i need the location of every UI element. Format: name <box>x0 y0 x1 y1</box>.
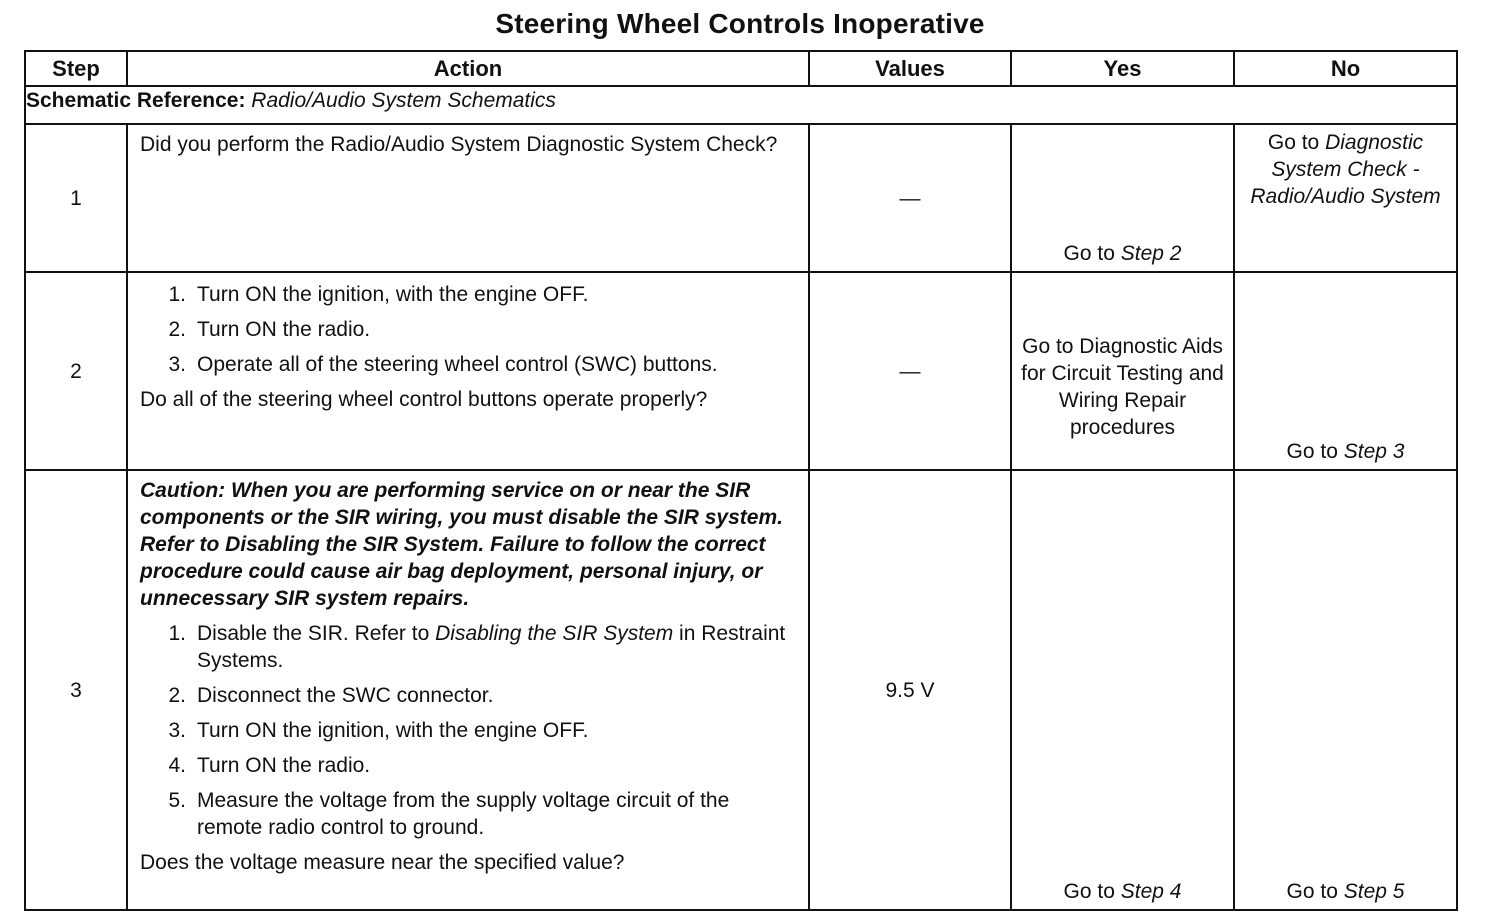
no-diagnostic-link[interactable]: Diagnostic System Check - Radio/Audio System <box>1250 131 1441 208</box>
no-cell <box>1234 272 1457 470</box>
no-step-link[interactable]: Step 3 <box>1343 440 1405 463</box>
yes-step-link[interactable]: Step 4 <box>1120 880 1182 903</box>
list-item: 3. Operate all of the steering wheel control (SWC) buttons. <box>168 353 718 376</box>
action-steps-list <box>140 620 798 841</box>
schematic-reference-link[interactable]: Radio/Audio System Schematics <box>251 89 556 112</box>
header-yes: Yes <box>1011 51 1234 86</box>
values-cell: 9.5 V <box>809 470 1011 910</box>
action-cell <box>127 272 809 470</box>
list-item: 4. Turn ON the radio. <box>168 754 371 777</box>
action-question: Does the voltage measure near the specified value? <box>140 851 625 874</box>
no-prefix: Go to <box>1267 131 1326 154</box>
action-steps-list <box>140 281 798 378</box>
list-item: 5. Measure the voltage from the supply voltage circuit of the remote radio control to ground. <box>168 789 730 839</box>
list-item: 3. Turn ON the ignition, with the engine OFF. <box>168 719 589 742</box>
action-question: Did you perform the Radio/Audio System Diagnostic System Check? <box>140 133 778 156</box>
step-number: 1 <box>25 124 127 272</box>
no-prefix: Go to <box>1286 880 1344 903</box>
list-item: 2. Disconnect the SWC connector. <box>168 684 494 707</box>
action-question: Do all of the steering wheel control buttons operate properly? <box>140 388 708 411</box>
step-number: 3 <box>25 470 127 910</box>
yes-cell <box>1011 124 1234 272</box>
header-values: Values <box>809 51 1011 86</box>
no-step-link[interactable]: Step 5 <box>1343 880 1405 903</box>
table-row-step-2 <box>25 272 1457 470</box>
values-cell: — <box>809 272 1011 470</box>
yes-cell <box>1011 470 1234 910</box>
no-cell <box>1234 124 1457 272</box>
header-no: No <box>1234 51 1457 86</box>
header-step: Step <box>25 51 127 86</box>
action-cell <box>127 470 809 910</box>
diagnostic-table <box>24 50 1458 911</box>
schematic-reference <box>25 86 1457 124</box>
table-row-step-3 <box>25 470 1457 910</box>
table-row-step-1 <box>25 124 1457 272</box>
header-row <box>25 51 1457 86</box>
schematic-reference-label: Schematic Reference: <box>26 89 246 112</box>
list-item: 1. Turn ON the ignition, with the engine OFF. <box>168 283 589 306</box>
yes-step-link[interactable]: Step 2 <box>1120 242 1182 265</box>
schematic-reference-row <box>25 86 1457 124</box>
values-cell: — <box>809 124 1011 272</box>
disabling-sir-link[interactable]: Disabling the SIR System <box>435 622 674 645</box>
yes-cell <box>1011 272 1234 470</box>
header-action: Action <box>127 51 809 86</box>
yes-prefix: Go to <box>1063 242 1121 265</box>
no-cell <box>1234 470 1457 910</box>
yes-prefix: Go to <box>1063 880 1121 903</box>
yes-diagnostic-aids-link[interactable]: Go to Diagnostic Aids for Circuit Testing and Wiring Repair procedures <box>1021 335 1224 439</box>
page-title: Steering Wheel Controls Inoperative <box>495 8 985 39</box>
action-cell <box>127 124 809 272</box>
list-item: 2. Turn ON the radio. <box>168 318 371 341</box>
list-item: 1. Disable the SIR. Refer to Disabling the SIR System in Restraint Systems. <box>168 622 786 672</box>
step-number: 2 <box>25 272 127 470</box>
caution-note: Caution: When you are performing service on or near the SIR components or the SIR wiring, you must disable the SIR system. Refer to Disabling the SIR System. Failure to follow the correct procedure could cause air bag deployment, personal injury, or unnecessary SIR system repairs. <box>140 479 783 610</box>
no-prefix: Go to <box>1286 440 1344 463</box>
